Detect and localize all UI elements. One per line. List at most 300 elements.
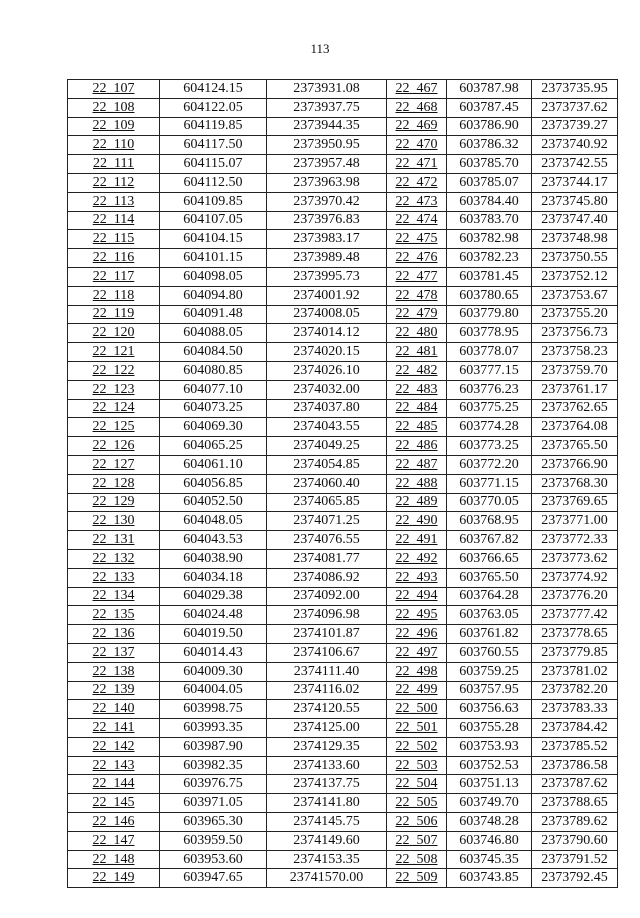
point-id: 22_137 xyxy=(92,644,135,660)
y-coordinate-cell: 2374133.60 xyxy=(267,756,387,775)
y-coordinate-cell: 2374111.40 xyxy=(267,662,387,681)
y-coordinate-cell: 2373755.20 xyxy=(532,305,618,324)
point-id: 22_468 xyxy=(395,99,438,115)
point-id-cell xyxy=(68,192,160,211)
table-row xyxy=(68,850,618,869)
table-row xyxy=(68,117,618,136)
table-row xyxy=(68,192,618,211)
point-id: 22_130 xyxy=(92,513,135,529)
point-id-cell xyxy=(387,737,447,756)
x-coordinate-cell: 603993.35 xyxy=(160,719,267,738)
y-coordinate-cell: 2373756.73 xyxy=(532,324,618,343)
y-coordinate-cell: 2373787.62 xyxy=(532,775,618,794)
point-id: 22_469 xyxy=(395,118,438,134)
x-coordinate-cell: 603987.90 xyxy=(160,737,267,756)
x-coordinate-cell: 604107.05 xyxy=(160,211,267,230)
y-coordinate-cell: 23741570.00 xyxy=(267,869,387,888)
x-coordinate-cell: 604115.07 xyxy=(160,155,267,174)
x-coordinate-cell: 604112.50 xyxy=(160,173,267,192)
point-id-cell xyxy=(387,230,447,249)
point-id-cell xyxy=(68,305,160,324)
table-row xyxy=(68,775,618,794)
table-row xyxy=(68,305,618,324)
y-coordinate-cell: 2373791.52 xyxy=(532,850,618,869)
point-id: 22_493 xyxy=(395,569,438,585)
x-coordinate-cell: 603782.23 xyxy=(447,249,532,268)
point-id: 22_111 xyxy=(93,156,134,172)
point-id-cell xyxy=(387,756,447,775)
y-coordinate-cell: 2373766.90 xyxy=(532,455,618,474)
x-coordinate-cell: 603971.05 xyxy=(160,794,267,813)
y-coordinate-cell: 2373789.62 xyxy=(532,813,618,832)
point-id-cell xyxy=(387,531,447,550)
point-id-cell xyxy=(387,625,447,644)
y-coordinate-cell: 2373759.70 xyxy=(532,361,618,380)
point-id-cell xyxy=(387,681,447,700)
point-id-cell xyxy=(68,625,160,644)
point-id-cell xyxy=(68,512,160,531)
table-row xyxy=(68,361,618,380)
point-id-cell xyxy=(68,117,160,136)
point-id-cell xyxy=(387,662,447,681)
x-coordinate-cell: 603757.95 xyxy=(447,681,532,700)
x-coordinate-cell: 604117.50 xyxy=(160,136,267,155)
y-coordinate-cell: 2374026.10 xyxy=(267,361,387,380)
coordinates-table-body xyxy=(68,80,618,888)
x-coordinate-cell: 604052.50 xyxy=(160,493,267,512)
x-coordinate-cell: 603746.80 xyxy=(447,831,532,850)
x-coordinate-cell: 603776.23 xyxy=(447,380,532,399)
y-coordinate-cell: 2373783.33 xyxy=(532,700,618,719)
point-id: 22_146 xyxy=(92,813,135,829)
y-coordinate-cell: 2374149.60 xyxy=(267,831,387,850)
point-id-cell xyxy=(387,136,447,155)
x-coordinate-cell: 603761.82 xyxy=(447,625,532,644)
point-id-cell xyxy=(68,662,160,681)
x-coordinate-cell: 604004.05 xyxy=(160,681,267,700)
y-coordinate-cell: 2374145.75 xyxy=(267,813,387,832)
table-row xyxy=(68,173,618,192)
point-id: 22_121 xyxy=(92,344,135,360)
point-id: 22_125 xyxy=(92,419,135,435)
point-id-cell xyxy=(387,343,447,362)
point-id: 22_479 xyxy=(395,306,438,322)
point-id-cell xyxy=(68,756,160,775)
point-id: 22_490 xyxy=(395,513,438,529)
x-coordinate-cell: 604088.05 xyxy=(160,324,267,343)
point-id: 22_487 xyxy=(395,456,438,472)
point-id: 22_496 xyxy=(395,626,438,641)
x-coordinate-cell: 604080.85 xyxy=(160,361,267,380)
point-id: 22_484 xyxy=(395,400,438,416)
x-coordinate-cell: 604009.30 xyxy=(160,662,267,681)
x-coordinate-cell: 603752.53 xyxy=(447,756,532,775)
point-id: 22_500 xyxy=(395,701,438,717)
point-id-cell xyxy=(68,267,160,286)
x-coordinate-cell: 603782.98 xyxy=(447,230,532,249)
point-id-cell xyxy=(387,286,447,305)
point-id-cell xyxy=(68,474,160,493)
point-id-cell xyxy=(68,681,160,700)
y-coordinate-cell: 2373778.65 xyxy=(532,625,618,644)
point-id-cell xyxy=(68,361,160,380)
point-id: 22_136 xyxy=(92,626,135,641)
x-coordinate-cell: 604029.38 xyxy=(160,587,267,606)
point-id: 22_110 xyxy=(92,137,135,153)
point-id-cell xyxy=(68,850,160,869)
x-coordinate-cell: 603756.63 xyxy=(447,700,532,719)
point-id: 22_509 xyxy=(395,870,438,886)
x-coordinate-cell: 604014.43 xyxy=(160,643,267,662)
point-id-cell xyxy=(68,249,160,268)
point-id: 22_499 xyxy=(395,682,438,698)
point-id: 22_494 xyxy=(395,588,438,604)
table-row xyxy=(68,794,618,813)
point-id: 22_478 xyxy=(395,287,438,303)
x-coordinate-cell: 603976.75 xyxy=(160,775,267,794)
point-id: 22_144 xyxy=(92,776,135,792)
point-id: 22_501 xyxy=(395,719,438,735)
table-row xyxy=(68,531,618,550)
y-coordinate-cell: 2373786.58 xyxy=(532,756,618,775)
y-coordinate-cell: 2374137.75 xyxy=(267,775,387,794)
point-id-cell xyxy=(387,850,447,869)
y-coordinate-cell: 2373963.98 xyxy=(267,173,387,192)
x-coordinate-cell: 604061.10 xyxy=(160,455,267,474)
point-id-cell xyxy=(387,98,447,117)
point-id: 22_495 xyxy=(395,607,438,623)
table-row xyxy=(68,324,618,343)
point-id: 22_486 xyxy=(395,438,438,454)
table-row xyxy=(68,756,618,775)
point-id: 22_485 xyxy=(395,419,438,435)
point-id-cell xyxy=(68,418,160,437)
point-id-cell xyxy=(387,869,447,888)
x-coordinate-cell: 603751.13 xyxy=(447,775,532,794)
y-coordinate-cell: 2373950.95 xyxy=(267,136,387,155)
x-coordinate-cell: 603965.30 xyxy=(160,813,267,832)
x-coordinate-cell: 603759.25 xyxy=(447,662,532,681)
y-coordinate-cell: 2373761.17 xyxy=(532,380,618,399)
x-coordinate-cell: 603784.40 xyxy=(447,192,532,211)
y-coordinate-cell: 2374101.87 xyxy=(267,625,387,644)
x-coordinate-cell: 603773.25 xyxy=(447,437,532,456)
point-id: 22_128 xyxy=(92,475,135,491)
point-id-cell xyxy=(68,155,160,174)
point-id-cell xyxy=(68,719,160,738)
y-coordinate-cell: 2373739.27 xyxy=(532,117,618,136)
x-coordinate-cell: 604077.10 xyxy=(160,380,267,399)
table-row xyxy=(68,455,618,474)
x-coordinate-cell: 603787.45 xyxy=(447,98,532,117)
point-id-cell xyxy=(68,230,160,249)
x-coordinate-cell: 604094.80 xyxy=(160,286,267,305)
y-coordinate-cell: 2374086.92 xyxy=(267,568,387,587)
table-row xyxy=(68,380,618,399)
x-coordinate-cell: 603786.90 xyxy=(447,117,532,136)
table-row xyxy=(68,80,618,99)
point-id: 22_132 xyxy=(92,550,135,566)
point-id: 22_472 xyxy=(395,174,438,190)
point-id-cell xyxy=(68,775,160,794)
table-row xyxy=(68,606,618,625)
point-id-cell xyxy=(68,606,160,625)
point-id-cell xyxy=(387,267,447,286)
x-coordinate-cell: 604038.90 xyxy=(160,549,267,568)
point-id: 22_491 xyxy=(395,532,438,548)
point-id: 22_124 xyxy=(92,400,135,416)
y-coordinate-cell: 2374141.80 xyxy=(267,794,387,813)
y-coordinate-cell: 2374060.40 xyxy=(267,474,387,493)
x-coordinate-cell: 603779.80 xyxy=(447,305,532,324)
y-coordinate-cell: 2373792.45 xyxy=(532,869,618,888)
x-coordinate-cell: 604119.85 xyxy=(160,117,267,136)
point-id-cell xyxy=(68,211,160,230)
x-coordinate-cell: 603763.05 xyxy=(447,606,532,625)
y-coordinate-cell: 2373970.42 xyxy=(267,192,387,211)
x-coordinate-cell: 603767.82 xyxy=(447,531,532,550)
x-coordinate-cell: 604019.50 xyxy=(160,625,267,644)
table-row xyxy=(68,249,618,268)
x-coordinate-cell: 604073.25 xyxy=(160,399,267,418)
x-coordinate-cell: 603743.85 xyxy=(447,869,532,888)
x-coordinate-cell: 603775.25 xyxy=(447,399,532,418)
table-row xyxy=(68,587,618,606)
y-coordinate-cell: 2373781.02 xyxy=(532,662,618,681)
point-id: 22_476 xyxy=(395,250,438,266)
point-id: 22_504 xyxy=(395,776,438,792)
y-coordinate-cell: 2373748.98 xyxy=(532,230,618,249)
page-number: 113 xyxy=(310,41,330,56)
y-coordinate-cell: 2373772.33 xyxy=(532,531,618,550)
point-id-cell xyxy=(68,286,160,305)
point-id-cell xyxy=(68,737,160,756)
point-id-cell xyxy=(387,606,447,625)
point-id: 22_473 xyxy=(395,193,438,209)
point-id: 22_482 xyxy=(395,362,438,378)
y-coordinate-cell: 2374076.55 xyxy=(267,531,387,550)
table-row xyxy=(68,625,618,644)
coordinates-table xyxy=(67,79,618,888)
table-row xyxy=(68,437,618,456)
point-id-cell xyxy=(387,587,447,606)
y-coordinate-cell: 2373762.65 xyxy=(532,399,618,418)
table-row xyxy=(68,155,618,174)
table-row xyxy=(68,643,618,662)
point-id: 22_506 xyxy=(395,813,438,829)
point-id-cell xyxy=(68,437,160,456)
y-coordinate-cell: 2374043.55 xyxy=(267,418,387,437)
point-id-cell xyxy=(68,493,160,512)
y-coordinate-cell: 2373771.00 xyxy=(532,512,618,531)
x-coordinate-cell: 604069.30 xyxy=(160,418,267,437)
table-row xyxy=(68,230,618,249)
y-coordinate-cell: 2374081.77 xyxy=(267,549,387,568)
point-id: 22_135 xyxy=(92,607,135,623)
y-coordinate-cell: 2374054.85 xyxy=(267,455,387,474)
table-row xyxy=(68,869,618,888)
y-coordinate-cell: 2374106.67 xyxy=(267,643,387,662)
x-coordinate-cell: 603745.35 xyxy=(447,850,532,869)
table-row xyxy=(68,211,618,230)
table-row xyxy=(68,474,618,493)
point-id: 22_138 xyxy=(92,663,135,679)
point-id-cell xyxy=(68,794,160,813)
point-id-cell xyxy=(387,700,447,719)
point-id: 22_483 xyxy=(395,381,438,397)
point-id: 22_147 xyxy=(92,832,135,848)
point-id-cell xyxy=(68,173,160,192)
point-id-cell xyxy=(387,474,447,493)
point-id: 22_140 xyxy=(92,701,135,717)
point-id: 22_114 xyxy=(92,212,135,228)
table-row xyxy=(68,549,618,568)
point-id-cell xyxy=(68,531,160,550)
table-row xyxy=(68,493,618,512)
table-row xyxy=(68,681,618,700)
point-id-cell xyxy=(68,549,160,568)
y-coordinate-cell: 2373995.73 xyxy=(267,267,387,286)
y-coordinate-cell: 2374092.00 xyxy=(267,587,387,606)
table-row xyxy=(68,662,618,681)
x-coordinate-cell: 603785.70 xyxy=(447,155,532,174)
x-coordinate-cell: 604091.48 xyxy=(160,305,267,324)
x-coordinate-cell: 603755.28 xyxy=(447,719,532,738)
point-id: 22_141 xyxy=(92,719,135,735)
y-coordinate-cell: 2374049.25 xyxy=(267,437,387,456)
x-coordinate-cell: 604109.85 xyxy=(160,192,267,211)
point-id-cell xyxy=(68,343,160,362)
y-coordinate-cell: 2374001.92 xyxy=(267,286,387,305)
y-coordinate-cell: 2373744.17 xyxy=(532,173,618,192)
y-coordinate-cell: 2373769.65 xyxy=(532,493,618,512)
table-row xyxy=(68,813,618,832)
point-id: 22_467 xyxy=(395,80,438,96)
point-id-cell xyxy=(387,80,447,99)
y-coordinate-cell: 2373944.35 xyxy=(267,117,387,136)
point-id: 22_474 xyxy=(395,212,438,228)
y-coordinate-cell: 2373776.20 xyxy=(532,587,618,606)
x-coordinate-cell: 603786.32 xyxy=(447,136,532,155)
point-id: 22_118 xyxy=(92,287,135,303)
y-coordinate-cell: 2373777.42 xyxy=(532,606,618,625)
y-coordinate-cell: 2374071.25 xyxy=(267,512,387,531)
point-id: 22_470 xyxy=(395,137,438,153)
x-coordinate-cell: 604024.48 xyxy=(160,606,267,625)
y-coordinate-cell: 2373790.60 xyxy=(532,831,618,850)
x-coordinate-cell: 603768.95 xyxy=(447,512,532,531)
point-id-cell xyxy=(68,80,160,99)
x-coordinate-cell: 603781.45 xyxy=(447,267,532,286)
point-id: 22_480 xyxy=(395,325,438,341)
x-coordinate-cell: 603777.15 xyxy=(447,361,532,380)
x-coordinate-cell: 603748.28 xyxy=(447,813,532,832)
point-id: 22_142 xyxy=(92,738,135,754)
point-id: 22_139 xyxy=(92,682,135,698)
y-coordinate-cell: 2373764.08 xyxy=(532,418,618,437)
point-id-cell xyxy=(68,587,160,606)
point-id-cell xyxy=(68,813,160,832)
y-coordinate-cell: 2373737.62 xyxy=(532,98,618,117)
point-id: 22_498 xyxy=(395,663,438,679)
point-id-cell xyxy=(68,643,160,662)
point-id: 22_122 xyxy=(92,362,135,378)
y-coordinate-cell: 2373750.55 xyxy=(532,249,618,268)
table-row xyxy=(68,98,618,117)
x-coordinate-cell: 603753.93 xyxy=(447,737,532,756)
y-coordinate-cell: 2373774.92 xyxy=(532,568,618,587)
point-id: 22_109 xyxy=(92,118,135,134)
point-id: 22_112 xyxy=(92,174,135,190)
point-id-cell xyxy=(387,549,447,568)
point-id: 22_508 xyxy=(395,851,438,867)
x-coordinate-cell: 604104.15 xyxy=(160,230,267,249)
x-coordinate-cell: 603774.28 xyxy=(447,418,532,437)
table-row xyxy=(68,343,618,362)
point-id: 22_127 xyxy=(92,456,135,472)
y-coordinate-cell: 2373784.42 xyxy=(532,719,618,738)
x-coordinate-cell: 604056.85 xyxy=(160,474,267,493)
y-coordinate-cell: 2373989.48 xyxy=(267,249,387,268)
table-row xyxy=(68,399,618,418)
x-coordinate-cell: 603787.98 xyxy=(447,80,532,99)
point-id: 22_497 xyxy=(395,644,438,660)
x-coordinate-cell: 603765.50 xyxy=(447,568,532,587)
point-id: 22_489 xyxy=(395,494,438,510)
y-coordinate-cell: 2374037.80 xyxy=(267,399,387,418)
point-id-cell xyxy=(387,493,447,512)
x-coordinate-cell: 603778.95 xyxy=(447,324,532,343)
point-id-cell xyxy=(387,249,447,268)
table-row xyxy=(68,267,618,286)
point-id: 22_492 xyxy=(395,550,438,566)
y-coordinate-cell: 2374014.12 xyxy=(267,324,387,343)
point-id-cell xyxy=(68,831,160,850)
point-id-cell xyxy=(387,192,447,211)
y-coordinate-cell: 2373773.62 xyxy=(532,549,618,568)
point-id: 22_133 xyxy=(92,569,135,585)
point-id: 22_126 xyxy=(92,438,135,454)
point-id: 22_143 xyxy=(92,757,135,773)
point-id-cell xyxy=(68,136,160,155)
point-id-cell xyxy=(68,380,160,399)
point-id-cell xyxy=(387,324,447,343)
point-id-cell xyxy=(387,361,447,380)
y-coordinate-cell: 2374125.00 xyxy=(267,719,387,738)
point-id-cell xyxy=(387,512,447,531)
point-id-cell xyxy=(387,380,447,399)
point-id-cell xyxy=(68,324,160,343)
y-coordinate-cell: 2374032.00 xyxy=(267,380,387,399)
point-id-cell xyxy=(68,455,160,474)
point-id: 22_502 xyxy=(395,738,438,754)
x-coordinate-cell: 604034.18 xyxy=(160,568,267,587)
y-coordinate-cell: 2373765.50 xyxy=(532,437,618,456)
point-id-cell xyxy=(387,775,447,794)
point-id: 22_120 xyxy=(92,325,135,341)
point-id: 22_115 xyxy=(92,231,135,247)
x-coordinate-cell: 603959.50 xyxy=(160,831,267,850)
x-coordinate-cell: 604084.50 xyxy=(160,343,267,362)
table-row xyxy=(68,737,618,756)
x-coordinate-cell: 603749.70 xyxy=(447,794,532,813)
point-id-cell xyxy=(387,719,447,738)
point-id: 22_503 xyxy=(395,757,438,773)
point-id-cell xyxy=(68,869,160,888)
y-coordinate-cell: 2373758.23 xyxy=(532,343,618,362)
point-id-cell xyxy=(387,155,447,174)
point-id: 22_149 xyxy=(92,870,135,886)
